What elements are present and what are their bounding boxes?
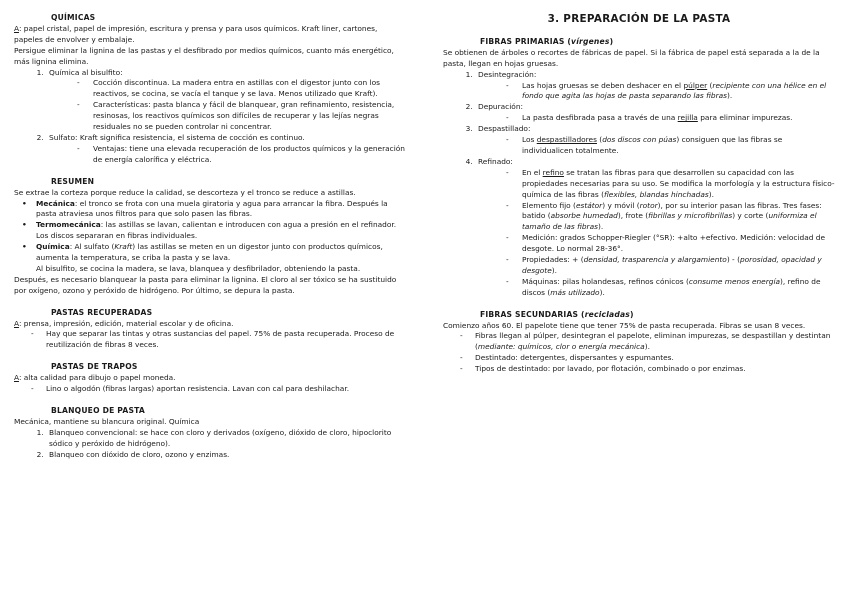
heading-primarias: FIBRAS PRIMARIAS (vírgenes) — [480, 36, 614, 46]
list-item: - Hay que separar las tintas y otras sustancias del papel. 75% de pasta recuperada. Proceso de reutilización de fibras 8 veces. — [46, 329, 406, 351]
heading-recuperadas: PASTAS RECUPERADAS — [51, 307, 153, 317]
resumen-intro: Se extrae la corteza porque reduce la calidad, se descorteza y el tronco se reduce a astillas. — [14, 187, 356, 197]
sub-item: - Elemento fijo (estátor) y móvil (rotor), por su interior pasan las fibras. Tres fases: batido (absorbe humedad), frote (fibrillas y microfibrillas) y corte (uniformiza el tamaño de las fibras). — [522, 201, 835, 234]
list-item: 1. Química al bisulfito: - Cocción discontinua. La madera entra en astillas con el digestor junto con los reactivos, se cocina, se vacía el tanque y se lava. Menos utilizado que Kraft). - Características: pasta blanca y fácil de blanquear, gran refinamiento, resistencia, resinosas, los reactivos químicos son difíciles de recuperar y las lejías negras residuales no se pueden controlar ni concentrar. — [46, 68, 406, 133]
heading-secundarias: FIBRAS SECUNDARIAS (recicladas) — [480, 309, 634, 319]
heading-resumen: RESUMEN — [51, 176, 95, 186]
recuperadas-applications: A: prensa, impresión, edición, material escolar y de oficina. — [14, 318, 234, 328]
resumen-bisulfito: Al bisulfito, se cocina la madera, se lava, blanquea y desfibrilador, obteniendo la pasta. — [36, 263, 361, 273]
sub-item: - Los despastilladores (dos discos con púas) consiguen que las fibras se individualicen totalmente. — [522, 135, 835, 157]
list-item: 2. Blanqueo con dióxido de cloro, ozono y enzimas. — [46, 450, 406, 461]
quimicas-applications: A: papel cristal, papel de impresión, escritura y prensa y para usos químicos. Kraft liner, cartones, papeles de envolver y embalaje. — [14, 23, 378, 44]
sub-item: - Medición: grados Schopper-Riegler (°SR): +alto +efectivo. Medición: velocidad de desgote. Lo normal 28-36°. — [522, 233, 835, 255]
list-item: • Química: Al sulfato (Kraft) las astillas se meten en un digestor junto con productos químicos, aumenta la temperatura, se criba la pasta y se lava. — [36, 242, 406, 264]
sub-item: - Características: pasta blanca y fácil de blanquear, gran refinamiento, resistencia, resinosas, los reactivos químicos son difíciles de recuperar y las lejías negras residuales no se pueden controlar ni concentrar. — [93, 100, 406, 133]
heading-trapos: PASTAS DE TRAPOS — [51, 362, 138, 372]
sub-item: - Ventajas: tiene una elevada recuperación de los productos químicos y la generación de energía calorífica y eléctrica. — [93, 144, 406, 166]
primarias-intro: Se obtienen de árboles o recortes de fábricas de papel. Si la fábrica de papel está separada a la de la pasta, llegan en hojas gruesas. — [443, 47, 820, 68]
sub-item: - Las hojas gruesas se deben deshacer en el púlper (recipiente con una hélice en el fondo que agita las hojas de pasta separando las fibras). — [522, 81, 835, 103]
list-item: - Fibras llegan al púlper, desintegran el papelote, eliminan impurezas, se despastillan y destintan (mediante: químicos, clor o energía mecánica). — [475, 331, 835, 353]
list-item: 2. Sulfato: Kraft significa resistencia, el sistema de cocción es continuo. - Ventajas: tiene una elevada recuperación de los productos químicos y la generación de energía calorífica y eléctrica. — [46, 133, 406, 166]
blanqueo-intro: Mecánica, mantiene su blancura original. Química — [14, 416, 200, 426]
right-column — [443, 14, 835, 375]
heading-quimicas: QUÍMICAS — [51, 13, 96, 22]
list-item: • Termomecánica: las astillas se lavan, calientan e introducen con agua a presión en el refinador. Los discos separaran en fibras individuales. — [36, 220, 406, 242]
list-item: 4. Refinado: - En el refino se tratan las fibras para que desarrollen su capacidad con las propiedades necesarias para su uso. Se modifica la morfología y la estructura físico-química de las fibras (flexibles, blandas hinchadas). - Elemento fijo (estátor) y móvil (rotor), por su interior pasan las fibras. Tres fases: batido (absorbe humedad), frote (fibrillas y microfibrillas) y corte (uniformiza el tamaño de las fibras). - Medición: grados Schopper-Riegler (°SR): +alto +efectivo. Medición: velocidad de desgote. Lo normal 28-36°. - Propiedades: + (densidad, trasparencia y alargamiento) - (porosidad, opacidad y desgote). - Máquinas: pilas holandesas, refinos cónicos (consume menos energía), refino de discos (más utilizado). — [475, 157, 835, 299]
sub-item: - Cocción discontinua. La madera entra en astillas con el digestor junto con los reactivos, se cocina, se vacía el tanque y se lava. Menos utilizado que Kraft). — [93, 78, 406, 100]
list-item: • Mecánica: el tronco se frota con una muela giratoria y agua para arrancar la fibra. Después la pasta atraviesa unos filtros para que solo pasen las fibras. — [36, 199, 406, 221]
sub-item: - Máquinas: pilas holandesas, refinos cónicos (consume menos energía), refino de discos (más utilizado). — [522, 277, 835, 299]
resumen-closing: Después, es necesario blanquear la pasta para eliminar la lignina. El cloro al ser tóxico se ha sustituido por oxígeno, ozono y peróxido de hidrógeno. Por último, se depura la pasta. — [14, 274, 397, 295]
trapos-applications: A: alta calidad para dibujo o papel moneda. — [14, 373, 176, 383]
sub-item: - En el refino se tratan las fibras para que desarrollen su capacidad con las propiedades necesarias para su uso. Se modifica la morfología y la estructura físico-química de las fibras (flexibles, blandas hinchadas). — [522, 168, 835, 201]
trapos-list — [14, 384, 406, 395]
blanqueo-list — [14, 428, 406, 461]
primarias-list — [443, 70, 835, 299]
sub-item: - La pasta desfibrada pasa a través de una rejilla para eliminar impurezas. — [522, 113, 835, 124]
list-item: - Destintado: detergentes, dispersantes y espumantes. — [475, 353, 835, 364]
quimicas-intro: Persigue eliminar la lignina de las pastas y el desfibrado por medios químicos, cuanto más energético, más lignina elimina. — [14, 45, 394, 66]
page-title: 3. PREPARACIÓN DE LA PASTA — [547, 13, 731, 25]
list-item: - Tipos de destintado: por lavado, por flotación, combinado o por enzimas. — [475, 364, 835, 375]
resumen-list — [14, 199, 406, 264]
left-column — [14, 13, 406, 461]
list-item: - Lino o algodón (fibras largas) aportan resistencia. Lavan con cal para deshilachar. — [46, 384, 406, 395]
list-item: 1. Desintegración: - Las hojas gruesas se deben deshacer en el púlper (recipiente con una hélice en el fondo que agita las hojas de pasta separando las fibras). — [475, 70, 835, 103]
list-item: 1. Blanqueo convencional: se hace con cloro y derivados (oxígeno, dióxido de cloro, hipoclorito sódico y peróxido de hidrógeno). — [46, 428, 406, 450]
secundarias-intro: Comienzo años 60. El papelote tiene que tener 75% de pasta recuperada. Fibras se usan 8 veces. — [443, 320, 806, 330]
secundarias-list — [443, 331, 835, 375]
quimicas-list — [14, 68, 406, 166]
list-item: 2. Depuración: - La pasta desfibrada pasa a través de una rejilla para eliminar impurezas. — [475, 102, 835, 124]
sub-item: - Propiedades: + (densidad, trasparencia y alargamiento) - (porosidad, opacidad y desgote). — [522, 255, 835, 277]
a-prefix: A — [14, 23, 19, 33]
recuperadas-list — [14, 329, 406, 351]
heading-blanqueo: BLANQUEO DE PASTA — [51, 406, 145, 415]
list-item: 3. Despastillado: - Los despastilladores (dos discos con púas) consiguen que las fibras se individualicen totalmente. — [475, 124, 835, 157]
